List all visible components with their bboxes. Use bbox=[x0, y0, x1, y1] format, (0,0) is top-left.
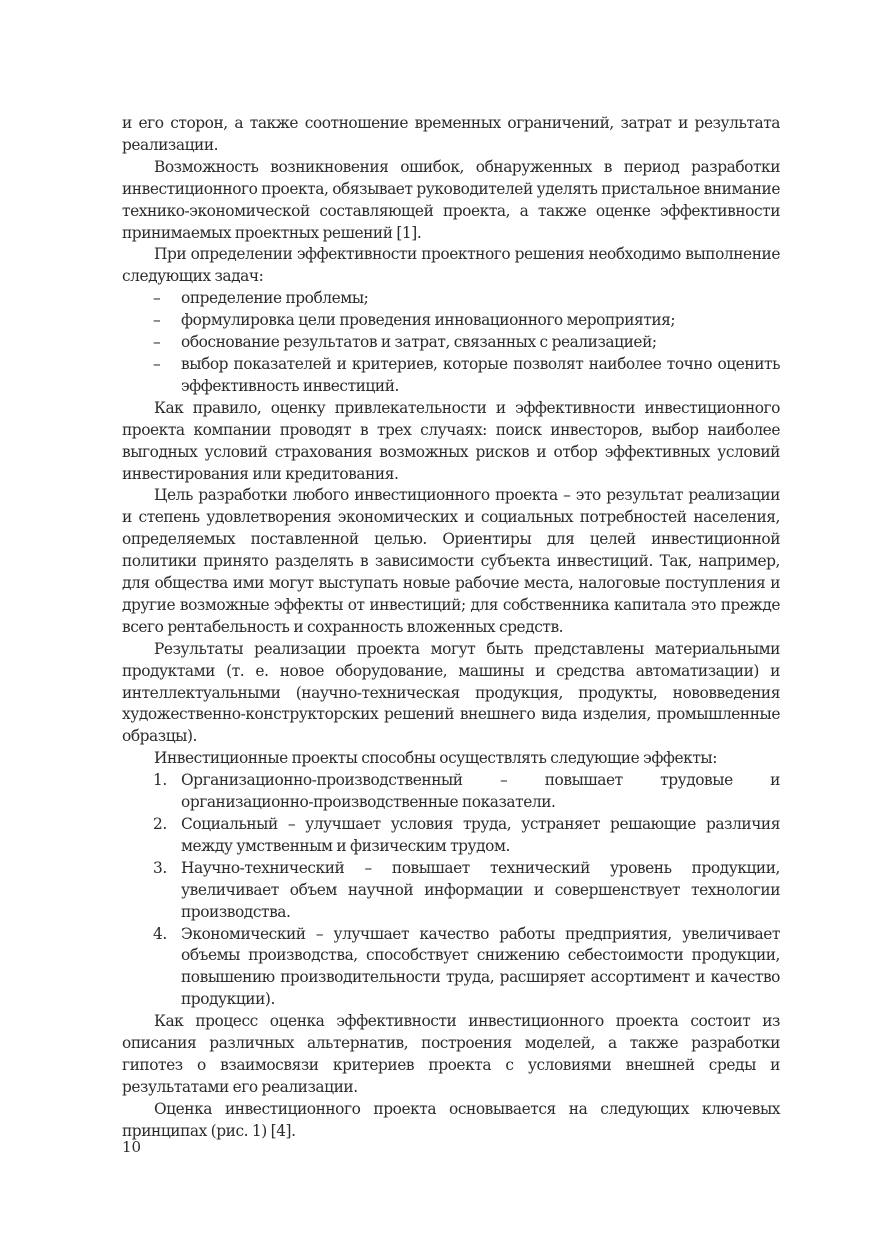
list-dash: – bbox=[153, 289, 161, 308]
list-dash: – bbox=[153, 354, 161, 373]
list-item-text: выбор показателей и критериев, которые позволят наиболее точно оценить эффективность инвестиций. bbox=[181, 354, 780, 395]
list-item bbox=[122, 354, 780, 398]
paragraph-results: Результаты реализации проекта могут быть представлены материальными продуктами (т. е. новое оборудование, машины и средства автоматизации) и интеллектуальными (научно-техническая продукция, продукты, нововведения художественно-конструкторских решений внешнего вида изделия, промышленные образцы). bbox=[122, 639, 780, 746]
paragraph-principles: Оценка инвестиционного проекта основывается на следующих ключевых принципах (рис. 1) [4]. bbox=[122, 1099, 780, 1140]
paragraph-project-goal: Цель разработки любого инвестиционного проекта – это результат реализации и степень удовлетворения экономических и социальных потребностей населения, определяемых поставленной целью. Ориентиры для целей инвестиционной политики принято разделять в зависимости субъекта инвестиций. Так, например, для общества ими могут выступать новые рабочие места, налоговые поступления и другие возможные эффекты от инвестиций; для собственника капитала это прежде всего рентабельность и сохранность вложенных средств. bbox=[122, 486, 780, 636]
list-item bbox=[122, 924, 780, 1012]
paragraph-evaluation-process: Как процесс оценка эффективности инвестиционного проекта состоит из описания различных альтернатив, построения моделей, а также разработки гипотез о взаимосвязи критериев проекта с условиями внешней среды и результатами его реализации. bbox=[122, 1012, 780, 1096]
list-dash: – bbox=[153, 333, 161, 352]
paragraph-evaluation-cases: Как правило, оценку привлекательности и эффективности инвестиционного проекта компании проводят в трех случаях: поиск инвесторов, выбор наиболее выгодных условий страхования возможных рисков и отбор эффективных условий инвестирования или кредитования. bbox=[122, 398, 780, 483]
list-item-text: Организационно-производственный – повышает трудовые и организационно-производственные показатели. bbox=[181, 771, 780, 812]
list-item-text: обоснование результатов и затрат, связанных с реализацией; bbox=[181, 333, 657, 352]
list-dash: – bbox=[153, 311, 161, 330]
paragraph-tasks-intro: При определении эффективности проектного решения необходимо выполнение следующих задач: bbox=[122, 245, 780, 286]
list-item bbox=[122, 858, 780, 924]
paragraph-effects-intro: Инвестиционные проекты способны осуществлять следующие эффекты: bbox=[154, 749, 717, 768]
list-number: 1. bbox=[153, 771, 167, 790]
list-item-text: Социальный – улучшает условия труда, устраняет решающие различия между умственным и физическим трудом. bbox=[181, 815, 780, 855]
page-number: 10 bbox=[122, 1138, 142, 1156]
list-item-text: Экономический – улучшает качество работы предприятия, увеличивает объемы производства, способствует снижению себестоимости продукции, повышению производительности труда, расширяет ассортимент и качество продукции). bbox=[181, 924, 780, 1009]
list-number: 2. bbox=[153, 815, 167, 833]
effects-list bbox=[122, 770, 780, 1011]
list-item bbox=[122, 310, 780, 332]
paragraph-continued: и его сторон, а также соотношение временных ограничений, затрат и результата реализации. bbox=[122, 114, 780, 154]
paragraph-errors: Возможность возникновения ошибок, обнаруженных в период разработки инвестиционного проекта, обязывает руководителей уделять пристальное внимание технико-экономической составляющей проекта, а также оценке эффективности принимаемых проектных решений [1]. bbox=[122, 157, 781, 242]
list-number: 4. bbox=[153, 924, 167, 943]
tasks-list bbox=[122, 288, 780, 398]
list-item-text: определение проблемы; bbox=[181, 289, 369, 308]
list-number: 3. bbox=[153, 858, 167, 877]
list-item bbox=[122, 332, 780, 354]
list-item bbox=[122, 814, 780, 858]
list-item-text: Научно-технический – повышает технический уровень продукции, увеличивает объем научной информации и совершенствует технологии производства. bbox=[181, 858, 780, 921]
list-item bbox=[122, 288, 780, 310]
list-item-text: формулировка цели проведения инновационного мероприятия; bbox=[181, 311, 676, 330]
list-item bbox=[122, 770, 780, 814]
page-body bbox=[122, 113, 780, 1143]
